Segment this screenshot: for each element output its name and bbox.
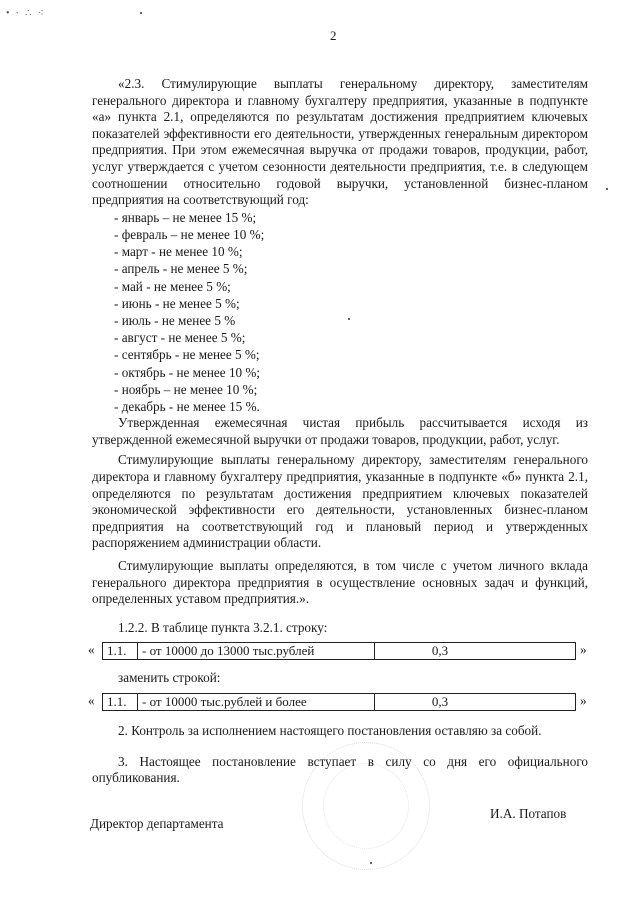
table-intro: 1.2.2. В таблице пункта 3.2.1. строку:	[118, 619, 328, 635]
old-table-row	[88, 642, 588, 664]
table-row	[102, 642, 576, 660]
list-item: - декабрь - не менее 15 %.	[114, 398, 260, 414]
page-number: 2	[330, 28, 337, 43]
list-item: - ноябрь – не менее 10 %;	[114, 381, 258, 397]
months-list	[92, 209, 588, 415]
new-table-row	[88, 692, 588, 715]
list-item: - сентябрь - не менее 5 %;	[114, 347, 260, 363]
scan-marks: • ∙ ∴ ⁖	[6, 8, 46, 19]
list-item: - август - не менее 5 %;	[114, 330, 246, 346]
list-item: - май - не менее 5 %;	[114, 278, 231, 294]
signature-position: Директор департамента	[90, 816, 224, 831]
list-item: - июнь - не менее 5 %;	[114, 295, 240, 311]
list-item: - апрель - не менее 5 %;	[114, 261, 248, 277]
open-quote: «	[88, 642, 95, 658]
close-quote: »	[580, 642, 587, 658]
scan-speck	[370, 862, 372, 864]
list-item: - март - не менее 10 %;	[114, 244, 243, 260]
document-body	[88, 76, 588, 787]
list-item: - январь – не менее 15 %;	[114, 209, 257, 225]
row-range: - от 10000 до 13000 тыс.рублей	[138, 643, 375, 659]
signature-name: И.А. Потапов	[490, 806, 567, 821]
personal-contribution-paragraph: Стимулирующие выплаты определяются, в том числе с учетом личного вклада генерального директора предприятия в осуществление основных задач и функций, определенных уставом предприятия.».	[92, 557, 588, 607]
row-number: 1.1.	[103, 694, 138, 710]
effect-clause: 3. Настоящее постановление вступает в силу со дня его официального опубликования.	[92, 753, 588, 786]
close-quote: »	[580, 692, 587, 708]
scan-speck	[606, 188, 608, 190]
scan-speck	[140, 12, 142, 14]
control-clause: 2. Контроль за исполнением настоящего постановления оставляю за собой.	[118, 722, 542, 738]
list-item: - февраль – не менее 10 %;	[114, 226, 265, 242]
row-number: 1.1.	[103, 643, 138, 659]
open-quote: «	[88, 692, 95, 708]
row-range: - от 10000 тыс.рублей и более	[138, 694, 375, 710]
clause-2-3: «2.3. Стимулирующие выплаты генеральному директору, заместителям генерального директора и главному бухгалтеру предприятия, указанные в подпункте «а» пункта 2.1, определяются по результатам достижения предприятием ключевых показателей эффективности его деятельности, утвержденных генеральным директором предприятия. При этом ежемесячная выручка от продажи товаров, продукции, работ, услуг утверждается с учетом сезонности деятельности предприятия, т.е. в следующем соотношении относительно годовой выручки, установленной бизнес-планом предприятия на соответствующий год:	[92, 76, 588, 208]
row-coefficient: 0,3	[431, 693, 449, 709]
replace-with-label: заменить строкой:	[118, 670, 221, 686]
table-row	[102, 693, 576, 711]
list-item: - октябрь - не менее 10 %;	[114, 364, 261, 380]
profit-paragraph: Утвержденная ежемесячная чистая прибыль рассчитывается исходя из утвержденной ежемесячной выручки от продажи товаров, продукции, работ, услуг.	[92, 415, 588, 447]
stimulus-b-paragraph: Стимулирующие выплаты генеральному директору, заместителям генерального директора и главному бухгалтеру предприятия, указанные в подпункте «б» пункта 2.1, определяются по результатам достижения предприятием ключевых показателей экономической эффективности его деятельности, установленных бизнес-планом предприятия на соответствующий год и плановый период и утвержденных распоряжением администрации области.	[92, 452, 588, 551]
row-coefficient: 0,3	[431, 643, 449, 659]
list-item: - июль - не менее 5 %	[114, 312, 236, 328]
